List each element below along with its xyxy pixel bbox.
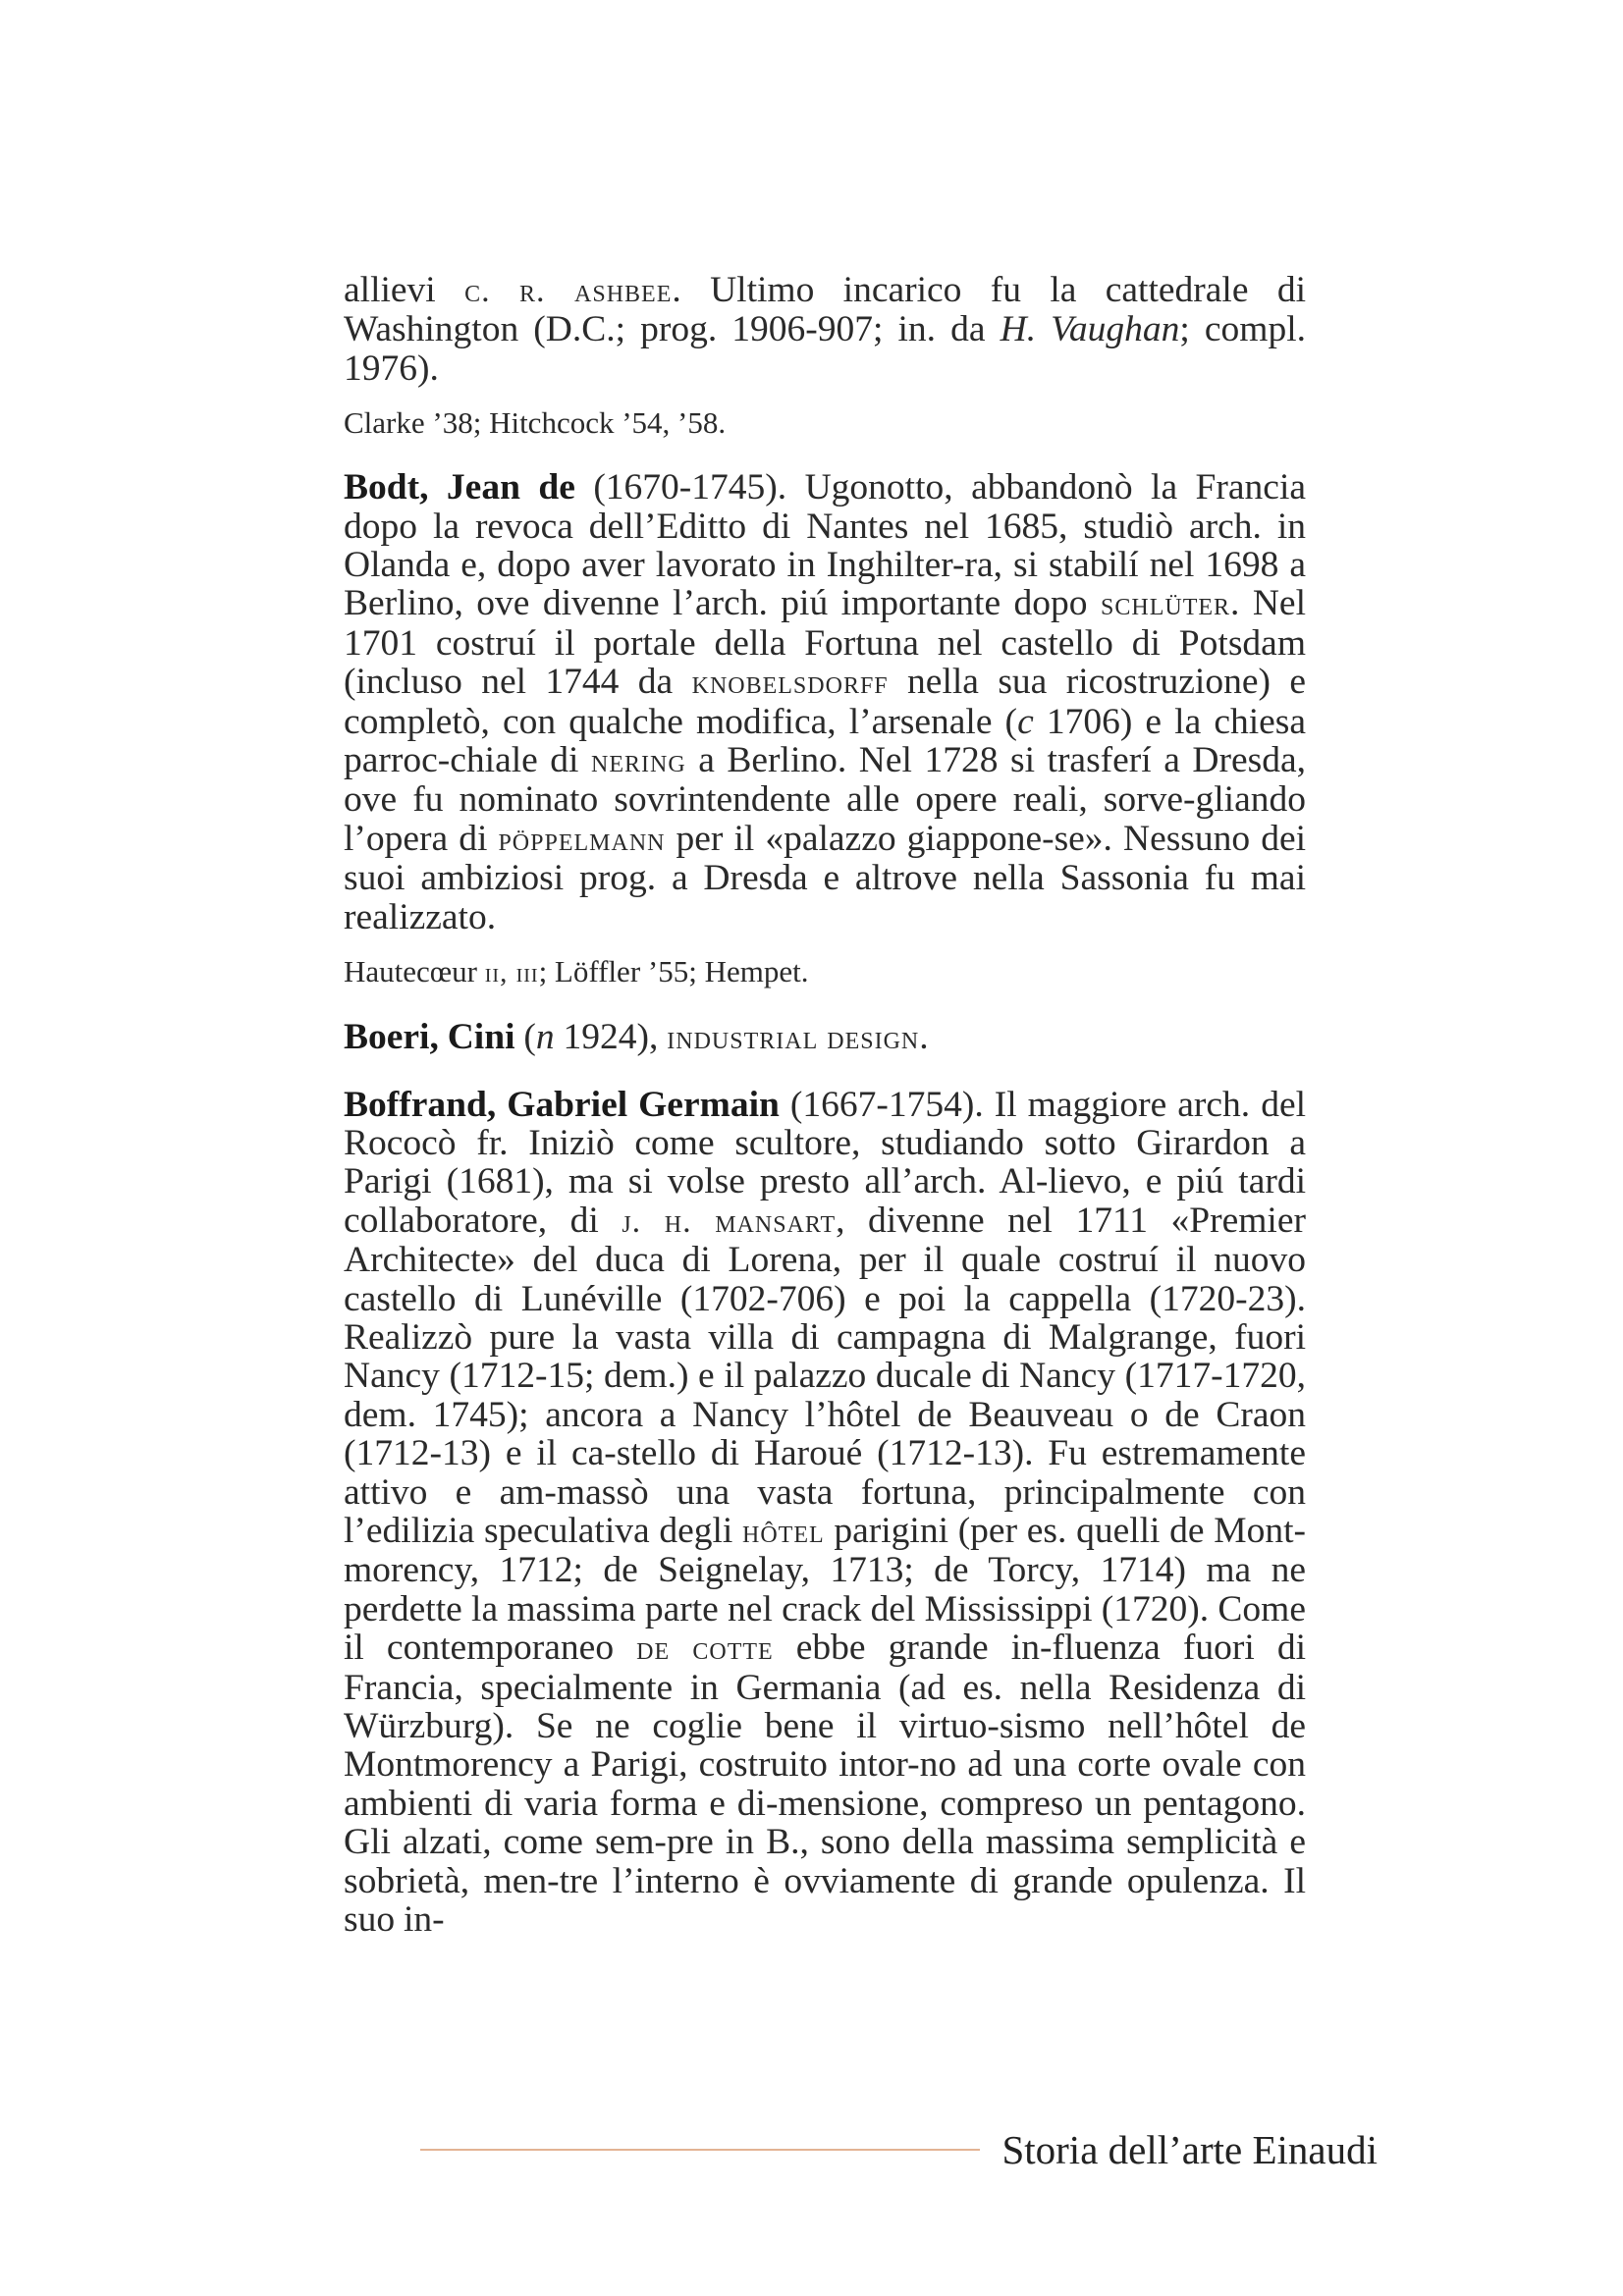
text-run: nella sua ricostruzione) e completò, con qualche modifica, l’arsenale ( — [344, 662, 1306, 742]
cross-reference: schlüter — [1101, 586, 1231, 623]
text-run: a Berlino. Nel 1728 si trasferí a Dresda, ove fu nominato sovrintendente alle opere reali, sorve-gliando l’opera di — [344, 740, 1306, 859]
bibliography-bodt — [344, 954, 1306, 990]
volume-numerals: ii, iii — [484, 957, 539, 989]
text-run: 1924), — [554, 1017, 668, 1058]
text-run: Hautecœur — [344, 954, 485, 989]
cross-reference: industrial design — [667, 1020, 920, 1057]
entry-bodt — [344, 468, 1306, 936]
text-run: parigini (per es. quelli de Mont-morency, 1712; de Seignelay, 1713; de Torcy, 1714) ma ne perdette la massima parte nel crack del Mississippi (1720). Come il contemporaneo — [344, 1510, 1306, 1669]
cross-reference: knobelsdorff — [691, 665, 889, 702]
text-run: (1667-1754). Il maggiore arch. del Rococò fr. Iniziò come scultore, studiando sotto Girardon a Parigi (1681), ma si volse presto all’arch. Al-lievo, e piú tardi collaboratore, di — [344, 1084, 1307, 1241]
italic-name: H. Vaughan — [1000, 309, 1180, 350]
footer-title: Storia dell’arte Einaudi — [1001, 2127, 1378, 2172]
text-run: (1670-1745). Ugonotto, abbandonò la Francia dopo la revoca dell’Editto di Nantes nel 1685, studiò arch. in Olanda e, dopo aver lavorato in Inghilter-ra, si stabilí nel 1698 a Berlino, ove divenne l’arch. piú importante dopo — [344, 467, 1307, 624]
entry-ashbee-continuation — [344, 271, 1306, 388]
italic-abbrev: c — [1017, 701, 1034, 742]
cross-reference: hôtel — [742, 1513, 825, 1550]
text-run: ebbe grande in-fluenza fuori di Francia, specialmente in Germania (ad es. nella Residenza di Würzburg). Se ne coglie bene il virtuo-sismo nell’hôtel de Montmorency a Parigi, costruito intor-no ad una corte ovale con ambienti di varia forma e di-mensione, compreso un pentagono. Gli alzati, come sem-pre in B., sono della massima semplicità e sobrietà, men-tre l’interno è ovviamente di grande opulenza. Il suo in- — [344, 1628, 1307, 1941]
entry-boeri — [344, 1018, 1306, 1057]
footer-rule — [420, 2149, 980, 2151]
page-footer — [420, 2120, 1378, 2179]
text-run: , divenne nel 1711 «Premier Architecte» del duca di Lorena, per il quale costruí il nuovo castello di Lunéville (1702-706) e poi la cappella (1720-23). Realizzò pure la vasta villa di campagna di Malgrange, fuori Nancy (1712-15; dem.) e il palazzo ducale di Nancy (1717-1720, dem. 1745); ancora a Nancy l’hôtel de Beauveau o de Craon (1712-13) e il ca-stello di Haroué (1712-13). Fu estremamente attivo e am-massò una vasta fortuna, principalmente con l’edilizia speculativa degli — [344, 1200, 1306, 1551]
text-run: . — [919, 1017, 929, 1058]
text-run: ; Löffler ’55; Hempet. — [538, 954, 809, 989]
entry-headword: Bodt, Jean de — [344, 467, 575, 508]
entry-headword: Boeri, Cini — [344, 1017, 515, 1058]
text-run: 1706) e la chiesa parroc-chiale di — [344, 701, 1307, 781]
page-body — [344, 271, 1306, 1939]
entry-headword: Boffrand, Gabriel Germain — [344, 1084, 780, 1125]
text-run: ( — [514, 1017, 536, 1058]
cross-reference: nering — [591, 743, 686, 780]
text-run: . Nel 1701 costruí il portale della Fortuna nel castello di Potsdam (incluso nel 1744 da — [344, 583, 1306, 703]
text-run: . Ultimo incarico fu la cattedrale di Washington (D.C.; prog. 1906-907; in. da — [344, 270, 1306, 350]
cross-reference: c. r. ashbee — [464, 273, 673, 309]
text-run: allievi — [344, 270, 465, 310]
text-run: per il «palazzo giappone-se». Nessuno dei suoi ambiziosi prog. a Dresda e altrove nella Sassonia fu mai realizzato. — [344, 818, 1307, 937]
text-run: ; compl. 1976). — [344, 309, 1306, 389]
cross-reference: de cotte — [636, 1630, 774, 1668]
entry-boffrand — [344, 1086, 1306, 1940]
bibliography-ashbee: Clarke ’38; Hitchcock ’54, ’58. — [344, 405, 727, 441]
cross-reference: pöppelmann — [498, 821, 666, 858]
cross-reference: j. h. mansart — [622, 1202, 837, 1240]
italic-abbrev: n — [535, 1017, 555, 1058]
